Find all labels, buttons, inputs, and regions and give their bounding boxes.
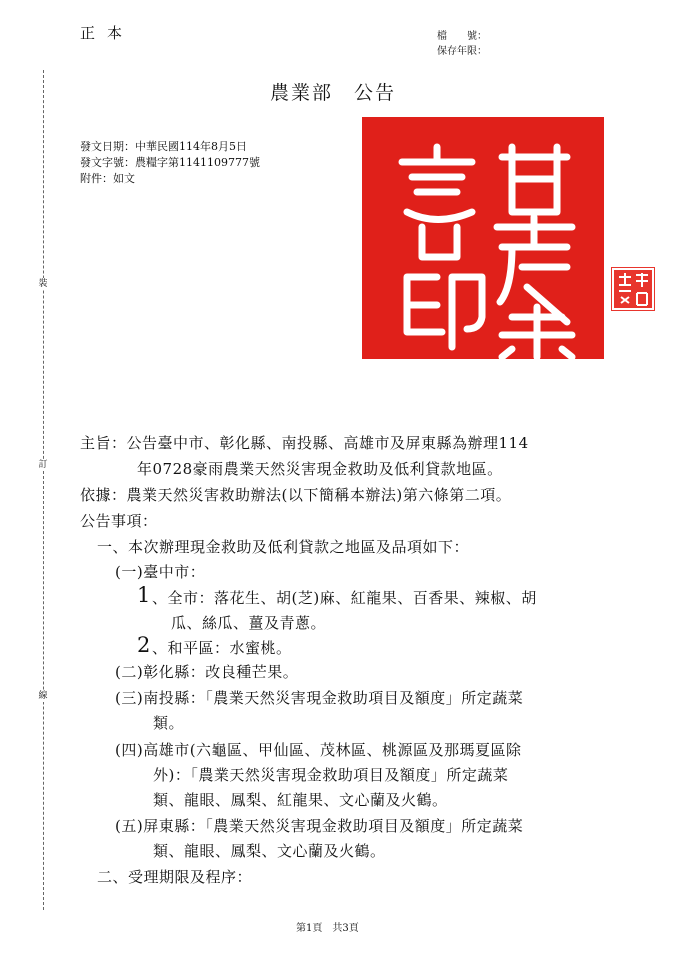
subitem-kaohsiung-line-2: 外)：「農業天然災害現金救助項目及額度」所定蔬菜 — [153, 766, 509, 784]
subitem-1-line-2: 瓜、絲瓜、薑及青蔥。 — [171, 614, 327, 632]
subitem-pingtung-line-1: (五)屏東縣：「農業天然災害現金救助項目及額度」所定蔬菜 — [115, 817, 524, 835]
subitem-nantou-line-2: 類。 — [153, 714, 185, 732]
subitem-2-line: 、和平區：水蜜桃。 — [152, 639, 292, 657]
items-heading: 公告事項： — [80, 512, 158, 530]
binding-mark-middle: 訂 — [38, 460, 48, 470]
copy-label: 正本 — [80, 24, 135, 42]
retention-period-label: 保存年限： — [437, 46, 487, 57]
issue-date: 發文日期：中華民國114年8月5日 — [80, 140, 247, 153]
subject-line-2: 年0728豪雨農業天然災害現金救助及低利貸款地區。 — [137, 460, 503, 478]
subitem-1-line-1: 、全市：落花生、胡(芝)麻、紅龍果、百香果、辣椒、胡 — [152, 589, 537, 607]
basis-line: 依據：農業天然災害救助辦法(以下簡稱本辦法)第六條第二項。 — [80, 486, 512, 504]
ministry-seal-small — [611, 267, 655, 311]
subitem-taichung: (一)臺中市： — [115, 563, 206, 581]
binding-mark-top: 裝 — [38, 279, 48, 289]
binding-line — [43, 70, 44, 910]
binding-mark-bottom: 線 — [38, 691, 48, 701]
subitem-kaohsiung-line-1: (四)高雄市(六龜區、甲仙區、茂林區、桃源區及那瑪夏區除 — [115, 741, 522, 759]
item-1-heading: 一、本次辦理現金救助及低利貸款之地區及品項如下： — [97, 538, 470, 556]
subitem-kaohsiung-line-3: 類、龍眼、鳳梨、紅龍果、文心蘭及火鶴。 — [153, 791, 448, 809]
subitem-changhua: (二)彰化縣：改良種芒果。 — [115, 663, 299, 681]
attachment-note: 附件：如文 — [80, 172, 135, 185]
archive-number-label: 檔 號： — [437, 31, 487, 42]
subitem-nantou-line-1: (三)南投縣：「農業天然災害現金救助項目及額度」所定蔬菜 — [115, 689, 524, 707]
subitem-2-number: 2 — [137, 633, 151, 657]
ministry-seal-large — [362, 117, 604, 359]
reference-number: 發文字號：農糧字第1141109777號 — [80, 156, 260, 169]
subject-line-1: 主旨：公告臺中市、彰化縣、南投縣、高雄市及屏東縣為辦理114 — [80, 434, 529, 452]
subitem-pingtung-line-2: 類、龍眼、鳳梨、文心蘭及火鶴。 — [153, 842, 386, 860]
page-number: 第1頁 共3頁 — [296, 923, 359, 934]
item-2-heading: 二、受理期限及程序： — [97, 868, 253, 886]
subitem-1-number: 1 — [137, 583, 151, 607]
document-title: 農業部 公告 — [270, 82, 397, 104]
